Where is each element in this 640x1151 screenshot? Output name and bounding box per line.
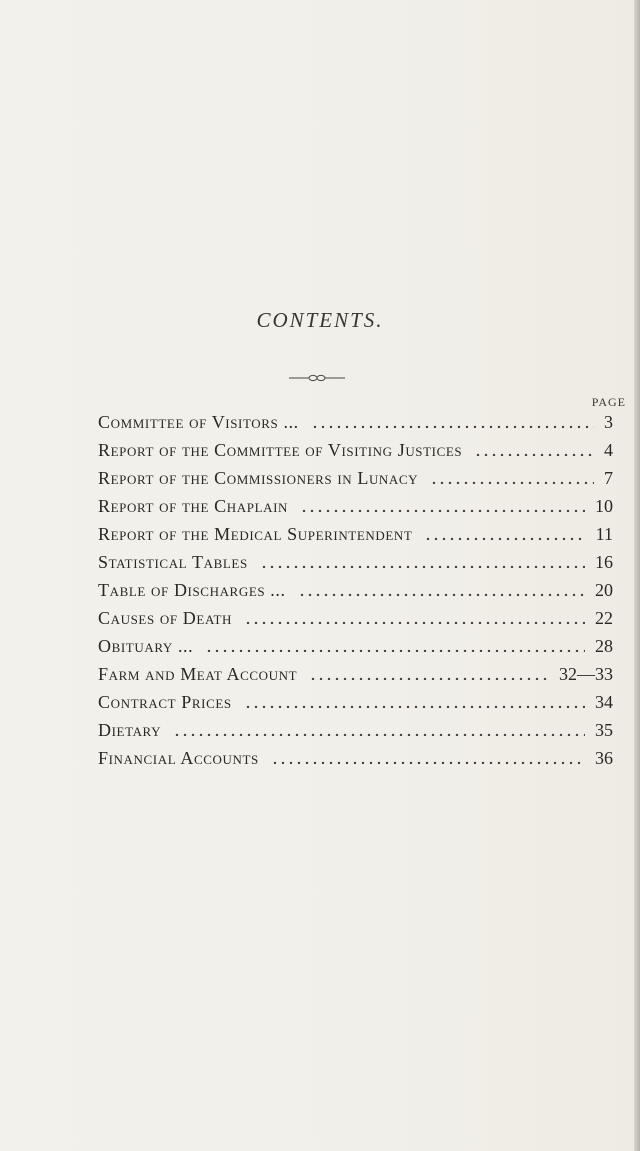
entry-title: Report of the Medical Superintendent [98, 524, 413, 544]
contents-list [98, 412, 629, 776]
contents-entry [98, 664, 629, 692]
entry-title: Contract Prices [98, 692, 232, 712]
page-edge [634, 0, 640, 1151]
entry-title: Committee of Visitors ... [98, 412, 299, 432]
contents-entry [98, 692, 629, 720]
entry-page: 3 [604, 412, 613, 432]
dot-leader [300, 502, 585, 512]
entry-page: 11 [595, 524, 613, 544]
dot-leader [430, 474, 594, 484]
entry-title: Report of the Chaplain [98, 496, 289, 516]
entry-page: 36 [595, 748, 613, 768]
contents-entry [98, 720, 629, 748]
contents-entry [98, 412, 629, 440]
entry-page: 10 [595, 496, 613, 516]
contents-entry [98, 552, 629, 580]
dot-leader [311, 418, 594, 428]
contents-entry [98, 496, 629, 524]
contents-entry [98, 440, 629, 468]
entry-title: Financial Accounts [98, 748, 259, 768]
dot-leader [173, 726, 585, 736]
dot-leader [244, 698, 585, 708]
dot-leader [271, 754, 585, 764]
entry-title: Obituary ... [98, 636, 194, 656]
entry-page: 22 [595, 608, 613, 628]
entry-page: 20 [595, 580, 613, 600]
contents-title: CONTENTS. [256, 308, 384, 332]
entry-title: Dietary [98, 720, 162, 740]
entry-title: Report of the Commissioners in Lunacy [98, 468, 419, 488]
entry-page: 35 [595, 720, 613, 740]
contents-entry [98, 608, 629, 636]
divider-ornament-icon [289, 374, 345, 382]
entry-page: 7 [604, 468, 613, 488]
entry-page: 28 [595, 636, 613, 656]
dot-leader [244, 614, 585, 624]
dot-leader [298, 586, 585, 596]
entry-page: 32—33 [559, 664, 613, 684]
entry-title: Statistical Tables [98, 552, 248, 572]
entry-title: Table of Discharges ... [98, 580, 286, 600]
contents-entry [98, 468, 629, 496]
contents-entry [98, 524, 629, 552]
entry-page: 34 [595, 692, 613, 712]
contents-entry [98, 636, 629, 664]
dot-leader [474, 446, 594, 456]
dot-leader [260, 558, 585, 568]
dot-leader [424, 530, 586, 540]
entry-page: 16 [595, 552, 613, 572]
contents-entry [98, 748, 629, 776]
entry-title: Causes of Death [98, 608, 233, 628]
page-column-header: PAGE [591, 395, 626, 409]
dot-leader [309, 670, 549, 680]
entry-title: Farm and Meat Account [98, 664, 298, 684]
contents-entry [98, 580, 629, 608]
dot-leader [205, 642, 585, 652]
entry-page: 4 [604, 440, 613, 460]
entry-title: Report of the Committee of Visiting Justices [98, 440, 463, 460]
